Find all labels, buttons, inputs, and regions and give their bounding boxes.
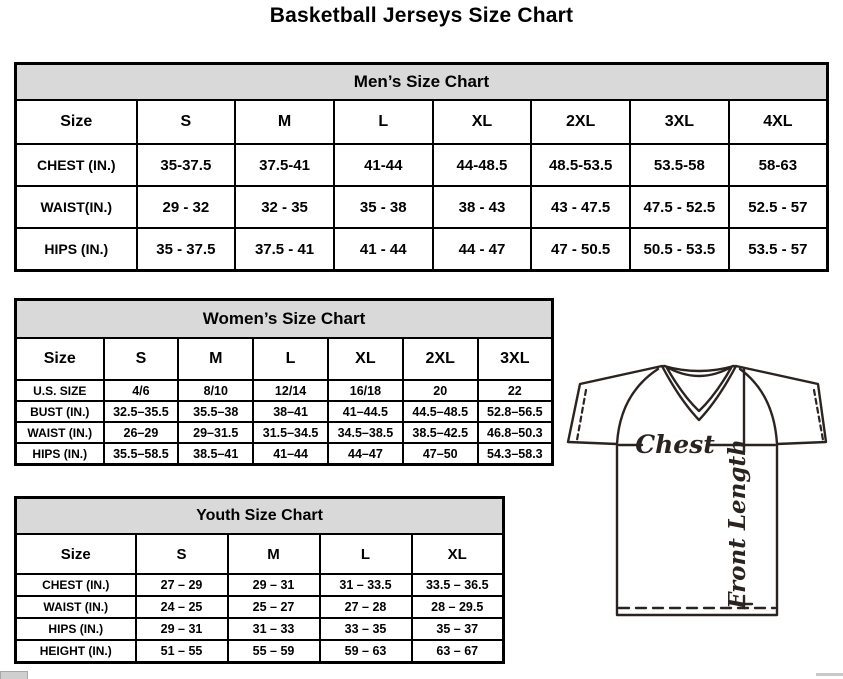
size-value-cell: 44–47: [328, 443, 403, 465]
size-value-cell: 44 - 47: [433, 228, 532, 271]
column-header: 3XL: [630, 100, 729, 144]
size-value-cell: 16/18: [328, 380, 403, 401]
row-label: WAIST (IN.): [16, 422, 104, 443]
size-value-cell: 48.5-53.5: [531, 144, 630, 186]
size-value-cell: 31 – 33: [228, 618, 320, 640]
size-value-cell: 47.5 - 52.5: [630, 186, 729, 228]
size-value-cell: 38.5–41: [178, 443, 253, 465]
table-row: [16, 640, 504, 663]
size-value-cell: 50.5 - 53.5: [630, 228, 729, 271]
size-value-cell: 33 – 35: [320, 618, 412, 640]
column-header: XL: [328, 338, 403, 380]
column-header: M: [235, 100, 334, 144]
column-header: M: [178, 338, 253, 380]
size-value-cell: 32.5–35.5: [104, 401, 179, 422]
row-label: CHEST (IN.): [16, 574, 136, 596]
table-title: Men’s Size Chart: [16, 64, 828, 101]
size-value-cell: 34.5–38.5: [328, 422, 403, 443]
table-row: [16, 596, 504, 618]
table-row: [16, 228, 828, 271]
column-header: 4XL: [729, 100, 828, 144]
table-row: [16, 380, 553, 401]
size-value-cell: 37.5-41: [235, 144, 334, 186]
column-header: M: [228, 534, 320, 574]
size-value-cell: 8/10: [178, 380, 253, 401]
size-value-cell: 29–31.5: [178, 422, 253, 443]
size-value-cell: 35.5–58.5: [104, 443, 179, 465]
column-header-row: [16, 338, 553, 380]
size-value-cell: 4/6: [104, 380, 179, 401]
size-value-cell: 51 – 55: [136, 640, 228, 663]
table-row: [16, 618, 504, 640]
row-label: U.S. SIZE: [16, 380, 104, 401]
size-value-cell: 25 – 27: [228, 596, 320, 618]
youth-size-table: [14, 496, 505, 664]
size-value-cell: 38.5–42.5: [403, 422, 478, 443]
size-value-cell: 35 - 38: [334, 186, 433, 228]
column-header: S: [104, 338, 179, 380]
size-value-cell: 28 – 29.5: [412, 596, 504, 618]
size-value-cell: 47 - 50.5: [531, 228, 630, 271]
size-value-cell: 41–44: [253, 443, 328, 465]
size-value-cell: 35 - 37.5: [137, 228, 236, 271]
table-title: Youth Size Chart: [16, 498, 504, 535]
column-header: L: [320, 534, 412, 574]
row-label: CHEST (IN.): [16, 144, 137, 186]
jersey-measurement-diagram: [562, 356, 838, 622]
row-label: HIPS (IN.): [16, 443, 104, 465]
column-header: S: [137, 100, 236, 144]
row-label: HIPS (IN.): [16, 228, 137, 271]
column-header: XL: [433, 100, 532, 144]
size-value-cell: 52.8–56.5: [478, 401, 553, 422]
size-value-cell: 63 – 67: [412, 640, 504, 663]
size-value-cell: 41-44: [334, 144, 433, 186]
size-value-cell: 12/14: [253, 380, 328, 401]
size-value-cell: 58-63: [729, 144, 828, 186]
mens-size-table: [14, 62, 829, 272]
size-value-cell: 35.5–38: [178, 401, 253, 422]
table-row: [16, 574, 504, 596]
size-value-cell: 41 - 44: [334, 228, 433, 271]
size-value-cell: 35 – 37: [412, 618, 504, 640]
row-label: WAIST(IN.): [16, 186, 137, 228]
size-value-cell: 44-48.5: [433, 144, 532, 186]
table-title: Women’s Size Chart: [16, 300, 553, 339]
size-value-cell: 29 – 31: [136, 618, 228, 640]
right-armhole-seam: [740, 369, 777, 444]
size-value-cell: 29 – 31: [228, 574, 320, 596]
jersey-outline: [568, 366, 826, 615]
size-value-cell: 31 – 33.5: [320, 574, 412, 596]
size-value-cell: 38–41: [253, 401, 328, 422]
column-header-row: [16, 100, 828, 144]
column-header: S: [136, 534, 228, 574]
size-value-cell: 53.5 - 57: [729, 228, 828, 271]
size-value-cell: 46.8–50.3: [478, 422, 553, 443]
scrollbar-fragment-left[interactable]: [0, 671, 28, 679]
scrollbar-fragment-right[interactable]: [816, 673, 843, 676]
size-value-cell: 54.3–58.3: [478, 443, 553, 465]
size-value-cell: 52.5 - 57: [729, 186, 828, 228]
size-value-cell: 27 – 29: [136, 574, 228, 596]
column-header: 2XL: [531, 100, 630, 144]
row-label: HIPS (IN.): [16, 618, 136, 640]
size-value-cell: 29 - 32: [137, 186, 236, 228]
size-value-cell: 44.5–48.5: [403, 401, 478, 422]
column-header: L: [253, 338, 328, 380]
size-value-cell: 55 – 59: [228, 640, 320, 663]
size-value-cell: 47–50: [403, 443, 478, 465]
row-label: WAIST (IN.): [16, 596, 136, 618]
size-value-cell: 33.5 – 36.5: [412, 574, 504, 596]
table-row: [16, 422, 553, 443]
size-value-cell: 31.5–34.5: [253, 422, 328, 443]
page-title: Basketball Jerseys Size Chart: [269, 4, 574, 27]
size-value-cell: 27 – 28: [320, 596, 412, 618]
size-value-cell: 32 - 35: [235, 186, 334, 228]
size-value-cell: 38 - 43: [433, 186, 532, 228]
row-label: HEIGHT (IN.): [16, 640, 136, 663]
column-header: Size: [16, 534, 136, 574]
size-value-cell: 41–44.5: [328, 401, 403, 422]
size-value-cell: 20: [403, 380, 478, 401]
column-header: 3XL: [478, 338, 553, 380]
column-header-row: [16, 534, 504, 574]
chest-measurement-label: Chest: [635, 430, 715, 459]
column-header: L: [334, 100, 433, 144]
size-value-cell: 22: [478, 380, 553, 401]
column-header: Size: [16, 100, 137, 144]
womens-size-table: [14, 298, 554, 466]
row-label: BUST (IN.): [16, 401, 104, 422]
size-value-cell: 26–29: [104, 422, 179, 443]
column-header: XL: [412, 534, 504, 574]
size-value-cell: 35-37.5: [137, 144, 236, 186]
table-row: [16, 186, 828, 228]
size-value-cell: 43 - 47.5: [531, 186, 630, 228]
table-row: [16, 144, 828, 186]
column-header: Size: [16, 338, 104, 380]
size-value-cell: 37.5 - 41: [235, 228, 334, 271]
column-header: 2XL: [403, 338, 478, 380]
table-row: [16, 401, 553, 422]
size-value-cell: 24 – 25: [136, 596, 228, 618]
size-value-cell: 59 – 63: [320, 640, 412, 663]
table-row: [16, 443, 553, 465]
size-value-cell: 53.5-58: [630, 144, 729, 186]
front-length-measurement-label: Front Length: [724, 439, 751, 609]
